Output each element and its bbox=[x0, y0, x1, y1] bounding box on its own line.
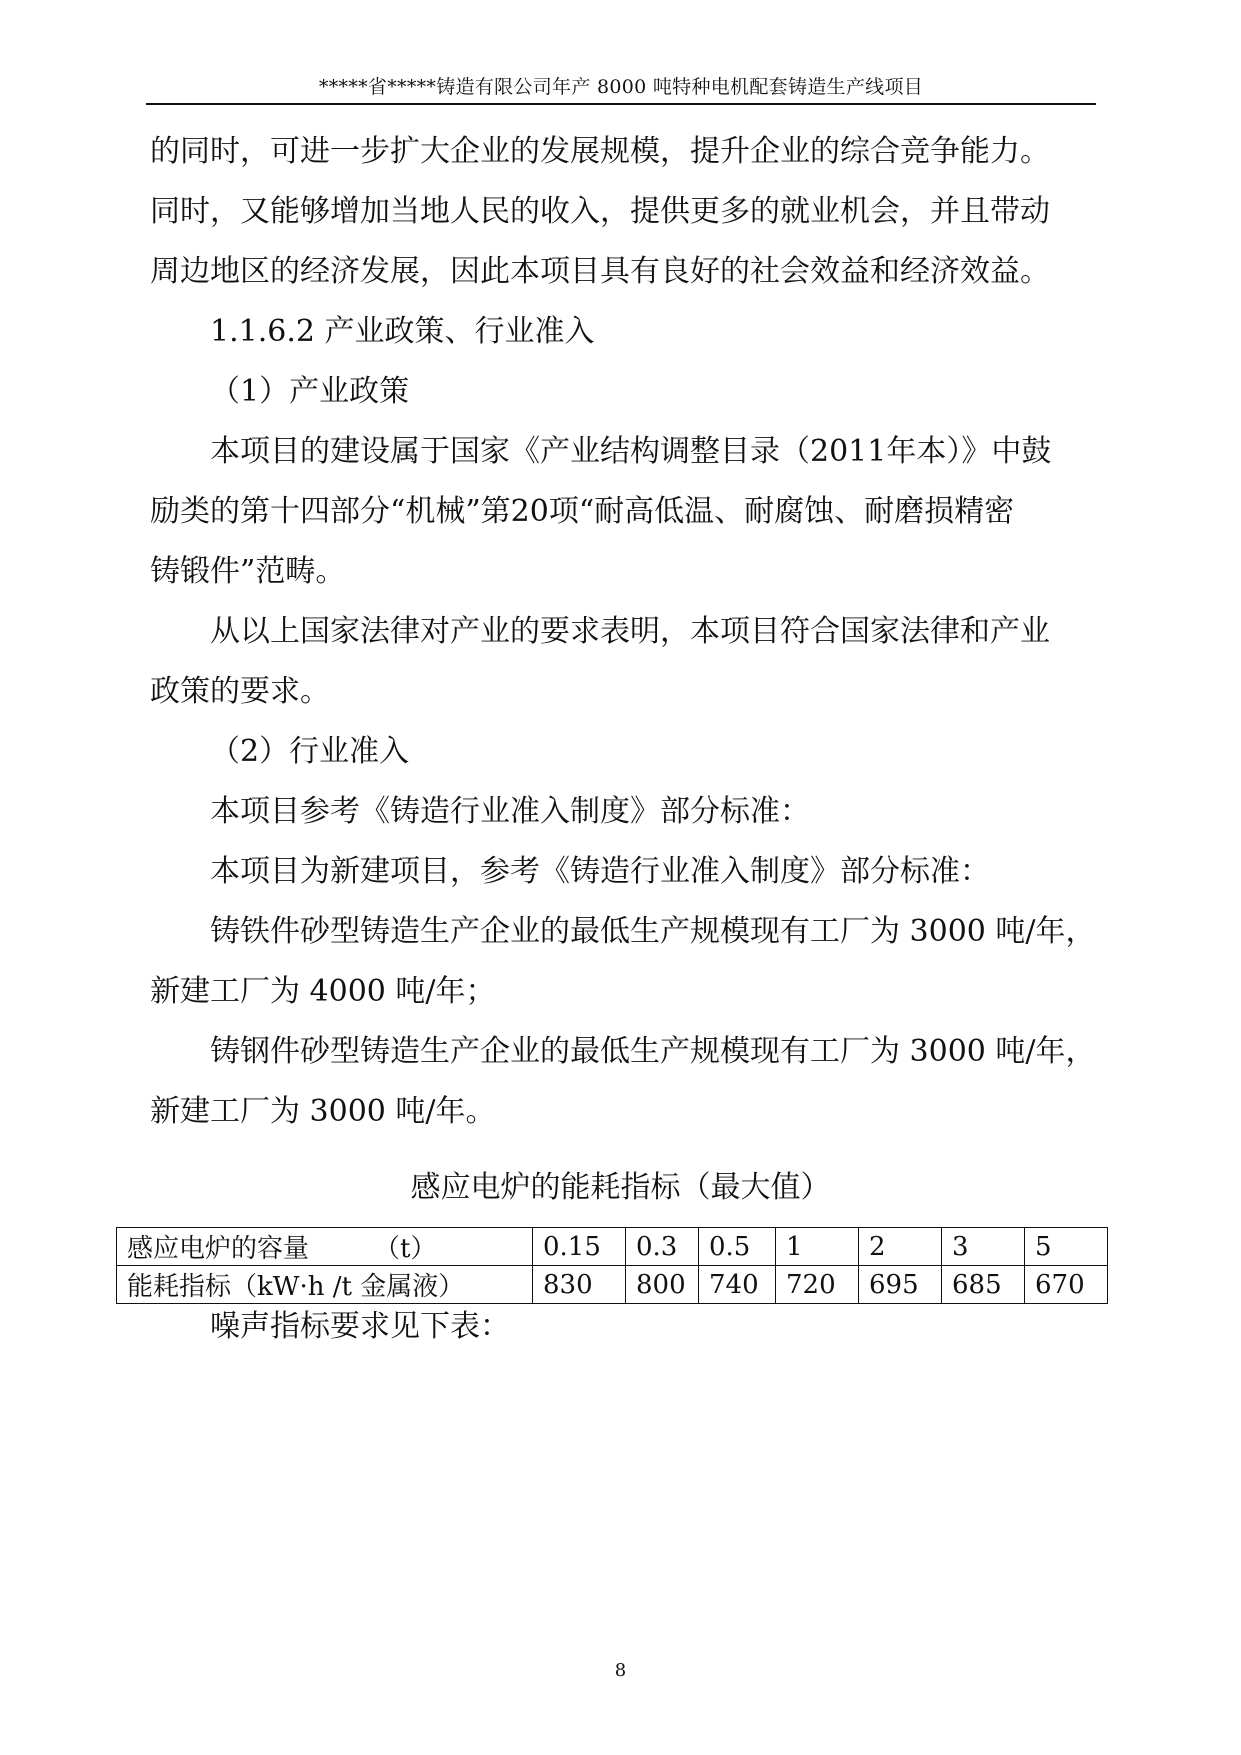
table-row-label: 能耗指标（kW·h /t 金属液） bbox=[117, 1266, 533, 1304]
table-cell: 3 bbox=[942, 1228, 1025, 1266]
table-cell: 0.15 bbox=[533, 1228, 626, 1266]
running-header: *****省*****铸造有限公司年产 8000 吨特种电机配套铸造生产线项目 bbox=[318, 76, 924, 98]
body-line: 本项目为新建项目，参考《铸造行业准入制度》部分标准： bbox=[210, 854, 990, 889]
table-row bbox=[117, 1228, 1108, 1266]
subsection-heading: （2）行业准入 bbox=[210, 734, 410, 769]
section-heading: 1.1.6.2 产业政策、行业准入 bbox=[210, 314, 595, 349]
table-cell: 800 bbox=[626, 1266, 699, 1304]
table-cell: 670 bbox=[1025, 1266, 1108, 1304]
body-line: 励类的第十四部分“机械”第20项“耐高低温、耐腐蚀、耐磨损精密 bbox=[150, 494, 1015, 529]
energy-table bbox=[116, 1227, 1108, 1304]
table-cell: 1 bbox=[776, 1228, 859, 1266]
table-cell: 0.3 bbox=[626, 1228, 699, 1266]
body-line: 政策的要求。 bbox=[150, 674, 330, 709]
body-line: 本项目参考《铸造行业准入制度》部分标准： bbox=[210, 794, 810, 829]
body-line: 本项目的建设属于国家《产业结构调整目录（2011年本）》中鼓 bbox=[210, 434, 1052, 469]
table-cell: 740 bbox=[699, 1266, 776, 1304]
body-line: 铸锻件”范畴。 bbox=[150, 554, 346, 589]
table-row-label: 感应电炉的容量 （t） bbox=[117, 1228, 533, 1266]
body-line: 的同时，可进一步扩大企业的发展规模，提升企业的综合竞争能力。 bbox=[150, 134, 1050, 169]
body-line: 新建工厂为 3000 吨/年。 bbox=[150, 1094, 496, 1129]
body-line: 铸钢件砂型铸造生产企业的最低生产规模现有工厂为 3000 吨/年， bbox=[210, 1034, 1096, 1069]
page-number: 8 bbox=[614, 1660, 627, 1681]
table-cell: 695 bbox=[859, 1266, 942, 1304]
table-cell: 5 bbox=[1025, 1228, 1108, 1266]
header-rule bbox=[146, 103, 1096, 105]
table-cell: 2 bbox=[859, 1228, 942, 1266]
table-cell: 685 bbox=[942, 1266, 1025, 1304]
table-cell: 0.5 bbox=[699, 1228, 776, 1266]
body-line: 同时，又能够增加当地人民的收入，提供更多的就业机会，并且带动 bbox=[150, 194, 1050, 229]
table-cell: 720 bbox=[776, 1266, 859, 1304]
body-line: 铸铁件砂型铸造生产企业的最低生产规模现有工厂为 3000 吨/年， bbox=[210, 914, 1096, 949]
subsection-heading: （1）产业政策 bbox=[210, 374, 410, 409]
table-cell: 830 bbox=[533, 1266, 626, 1304]
table-caption: 感应电炉的能耗指标（最大值） bbox=[410, 1170, 831, 1205]
body-line: 噪声指标要求见下表： bbox=[210, 1309, 510, 1344]
body-line: 周边地区的经济发展，因此本项目具有良好的社会效益和经济效益。 bbox=[150, 254, 1050, 289]
body-line: 新建工厂为 4000 吨/年； bbox=[150, 974, 496, 1009]
body-line: 从以上国家法律对产业的要求表明，本项目符合国家法律和产业 bbox=[210, 614, 1050, 649]
